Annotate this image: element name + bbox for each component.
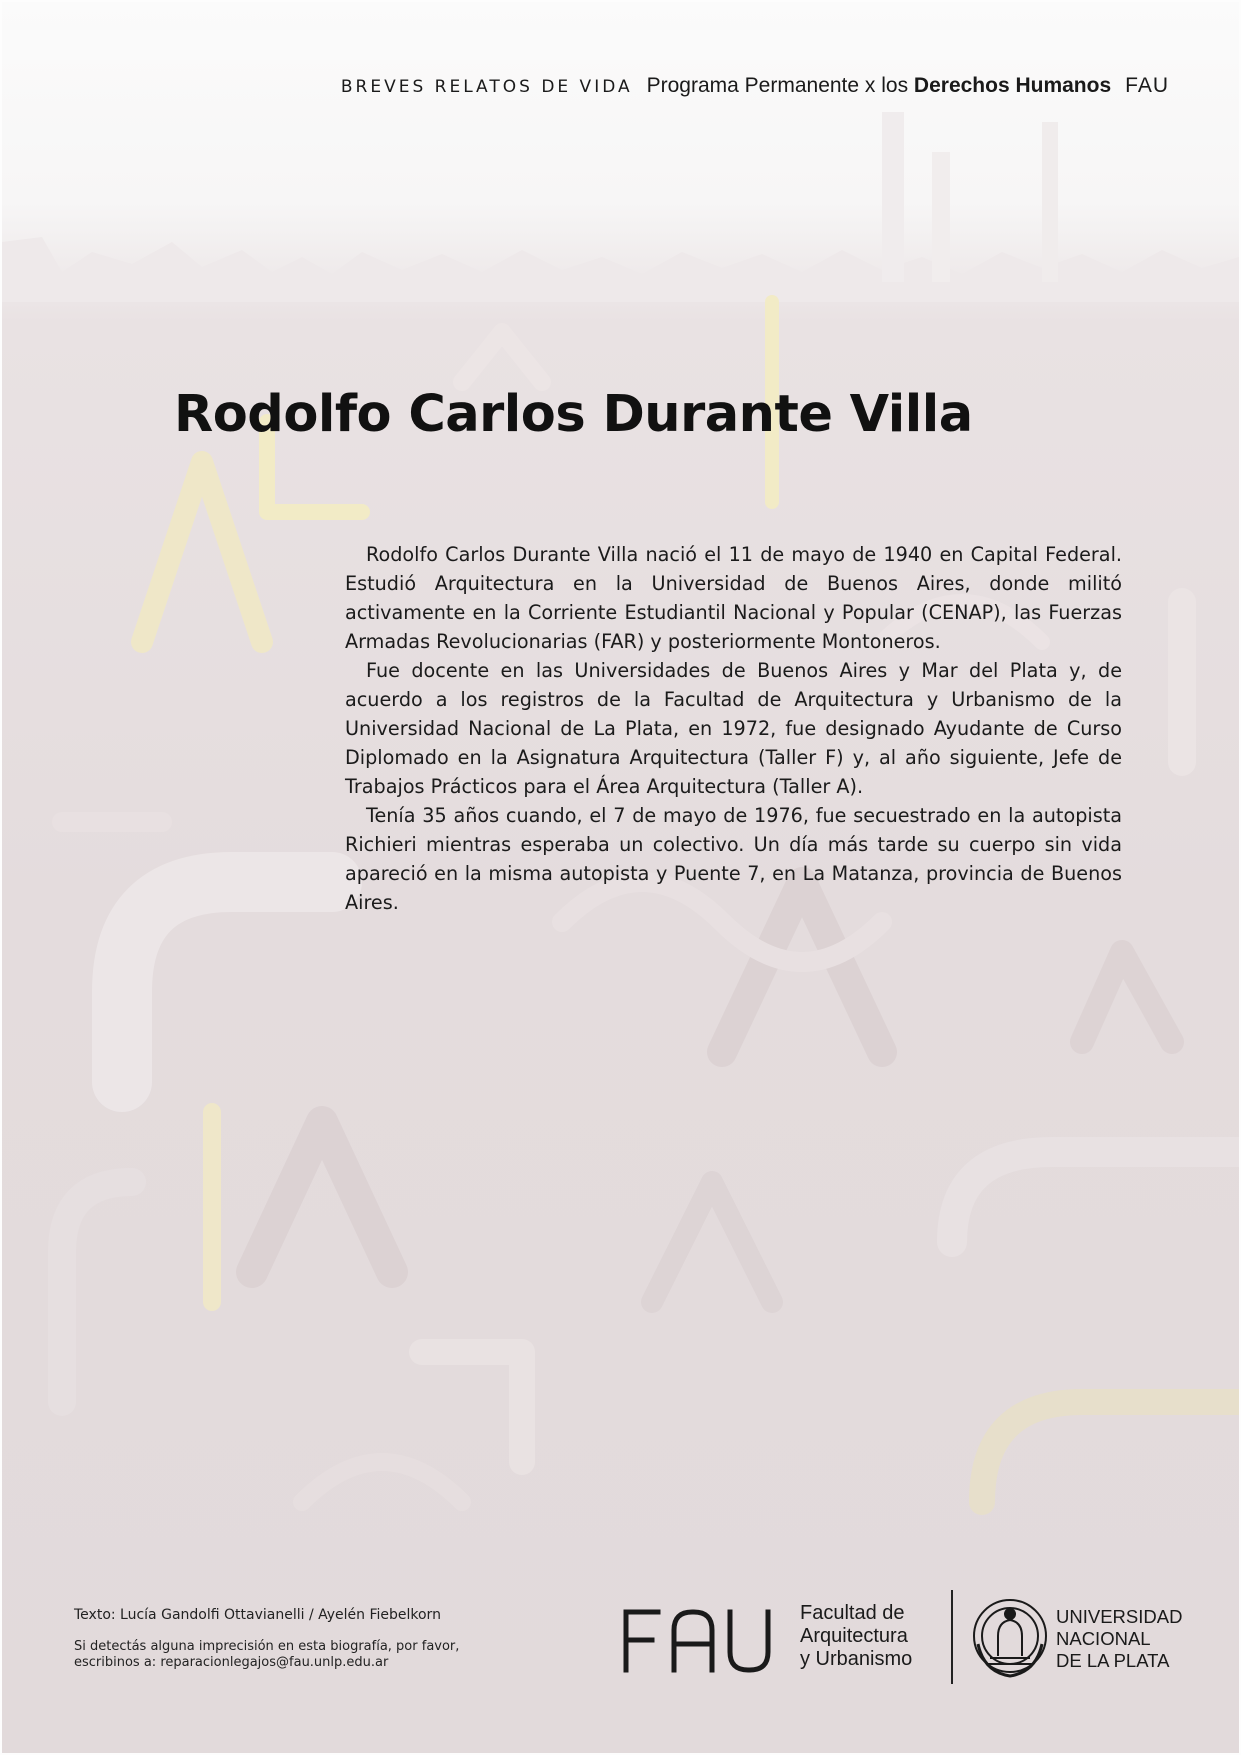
fau-logo <box>622 1604 772 1674</box>
program-bold: Derechos Humanos <box>913 74 1112 97</box>
bio-paragraph: Fue docente en las Universidades de Buenos Aires y Mar del Plata y, de acuerdo a los registros de la Facultad de Arquitectura y Urbanismo de la Universidad Nacional de La Plata, en 1972, fue designado Ayudante de Curso Diplomado en la Asignatura Arquitectura (Taller F) y, al año siguiente, Jefe de Trabajos Prácticos para el Área Arquitectura (Taller A). <box>345 659 1122 798</box>
university-name-line: UNIVERSIDAD <box>1056 1606 1183 1627</box>
page-header <box>341 74 1169 98</box>
program-prefix: Programa Permanente x los <box>646 74 914 97</box>
page-title: Rodolfo Carlos Durante Villa <box>174 385 973 444</box>
bio-paragraph: Tenía 35 años cuando, el 7 de mayo de 1976, fue secuestrado en la autopista Richieri mientras esperaba un colectivo. Un día más tarde su cuerpo sin vida apareció en la misma autopista y Puente 7, en La Matanza, provincia de Buenos Aires. <box>345 804 1122 914</box>
university-name-line: NACIONAL <box>1056 1628 1151 1649</box>
logo-divider <box>951 1590 953 1684</box>
bio-paragraph: Rodolfo Carlos Durante Villa nació el 11 de mayo de 1940 en Capital Federal. Estudió Arquitectura en la Universidad de Buenos Aires, donde militó activamente en la Corriente Estudiantil Nacional y Popular (CENAP), las Fuerzas Armadas Revolucionarias (FAR) y posteriormente Montoneros. <box>345 543 1122 653</box>
biography-text <box>345 540 1122 917</box>
faculty-name-line: Arquitectura <box>800 1625 908 1647</box>
biography-page <box>2 2 1239 1753</box>
correction-note-line: Si detectás alguna imprecisión en esta biografía, por favor, <box>74 1639 460 1654</box>
faculty-name-line: Facultad de <box>800 1602 905 1624</box>
correction-note <box>74 1639 494 1671</box>
series-label: BREVES RELATOS DE VIDA <box>340 77 633 97</box>
correction-note-line: escribinos a: reparacionlegajos@fau.unlp.edu.ar <box>74 1655 389 1670</box>
credits <box>74 1607 494 1671</box>
university-name <box>1056 1606 1196 1672</box>
faculty-name-line: y Urbanismo <box>800 1648 913 1670</box>
university-name-line: DE LA PLATA <box>1056 1650 1170 1671</box>
program-label <box>647 74 1112 98</box>
faculty-name <box>800 1602 950 1671</box>
author-credit: Texto: Lucía Gandolfi Ottavianelli / Ayelén Fiebelkorn <box>74 1607 441 1623</box>
fau-header-mark: FAU <box>1125 74 1169 97</box>
unlp-seal-icon <box>970 1592 1050 1684</box>
